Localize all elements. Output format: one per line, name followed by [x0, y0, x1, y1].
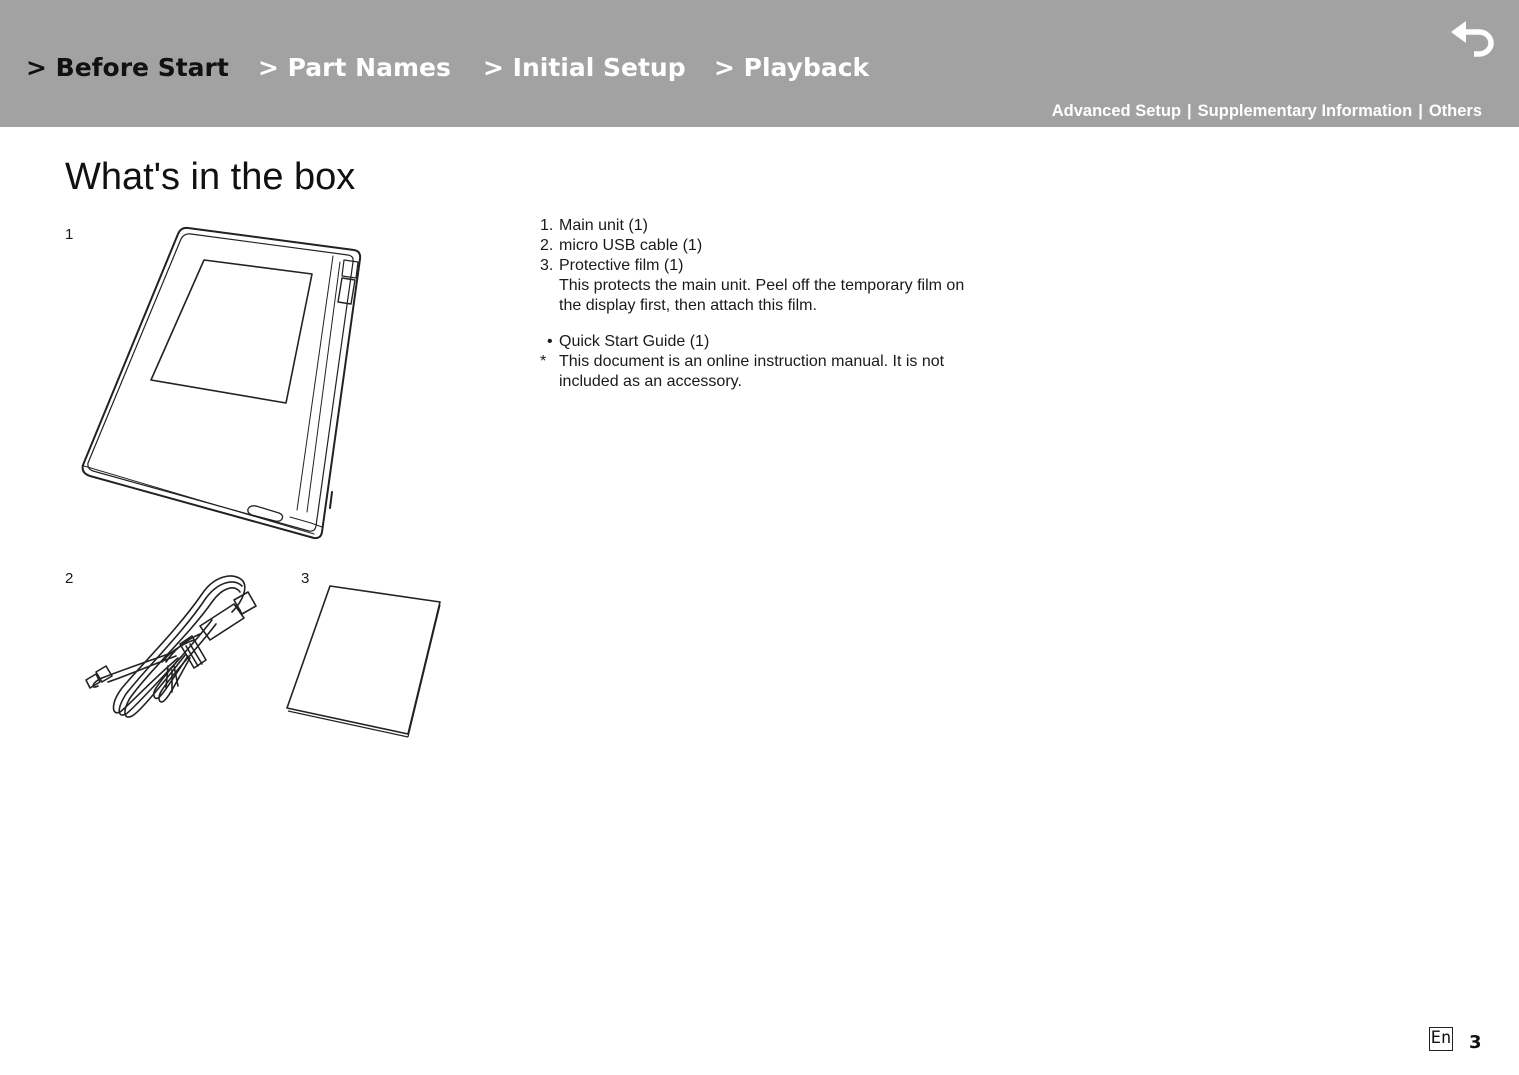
- list-marker: 2.: [540, 237, 554, 254]
- usb-cable-illustration: [82, 570, 262, 725]
- film-note-text: This protects the main unit. Peel off the temporary film on the display first, then attach this film.: [559, 277, 965, 314]
- nav-part-names[interactable]: > Part Names: [258, 53, 451, 82]
- list-item-text: Quick Start Guide (1): [559, 333, 710, 350]
- footnote: [540, 352, 990, 392]
- nav-initial-setup[interactable]: > Initial Setup: [483, 53, 686, 82]
- list-marker: 3.: [540, 257, 554, 274]
- figure-label-film: 3: [301, 570, 310, 587]
- footnote-text: This document is an online instruction manual. It is not included as an accessory.: [559, 353, 945, 390]
- list-item-text: Protective film (1): [559, 257, 684, 274]
- list-item: [540, 216, 990, 236]
- sub-navigation: [1052, 101, 1482, 121]
- nav-before-start[interactable]: > Before Start: [26, 53, 229, 82]
- list-item: [540, 256, 990, 276]
- list-marker: 1.: [540, 217, 554, 234]
- bullet-marker: •: [547, 333, 553, 350]
- figure-label-cable: 2: [65, 570, 74, 587]
- figure-label-main-unit: 1: [65, 226, 74, 243]
- page-title: What's in the box: [65, 156, 356, 198]
- list-item: [540, 332, 990, 352]
- language-badge: En: [1429, 1027, 1453, 1051]
- header-bar: [0, 0, 1519, 127]
- subnav-separator: |: [1187, 102, 1192, 120]
- nav-playback[interactable]: > Playback: [714, 53, 870, 82]
- subnav-separator: |: [1418, 102, 1423, 120]
- return-arrow-icon[interactable]: [1448, 16, 1500, 60]
- contents-list: [540, 216, 990, 392]
- list-item-text: Main unit (1): [559, 217, 648, 234]
- footnote-marker: *: [540, 353, 547, 370]
- subnav-others[interactable]: Others: [1428, 102, 1482, 120]
- list-item-text: micro USB cable (1): [559, 237, 703, 254]
- protective-film-illustration: [284, 584, 444, 743]
- main-unit-illustration: [78, 222, 368, 549]
- list-item: [540, 236, 990, 256]
- subnav-supplementary-information[interactable]: Supplementary Information: [1197, 102, 1413, 120]
- page-number: 3: [1469, 1032, 1482, 1053]
- list-note: [540, 276, 990, 316]
- subnav-advanced-setup[interactable]: Advanced Setup: [1051, 102, 1182, 120]
